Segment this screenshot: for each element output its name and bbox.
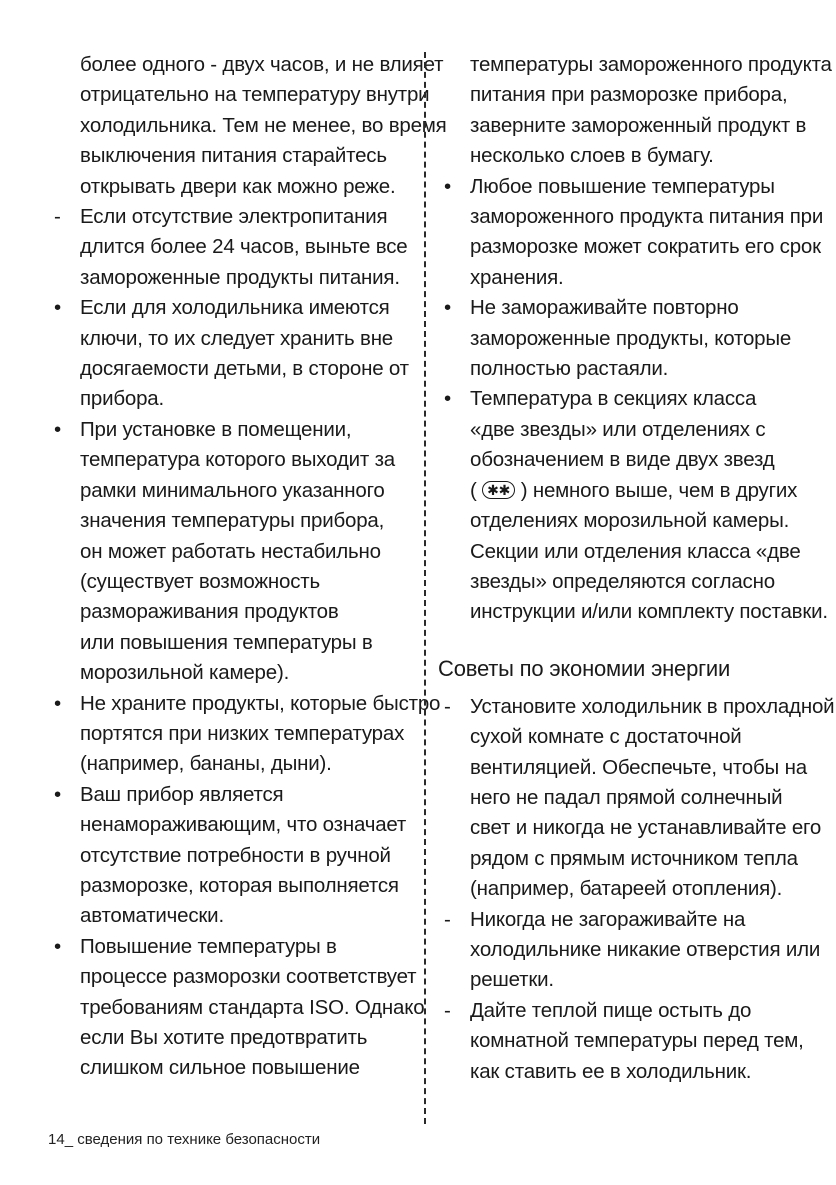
text-line: хранения. bbox=[470, 265, 564, 289]
dash-marker: - bbox=[444, 907, 451, 931]
bullet-marker: • bbox=[444, 387, 451, 411]
after-stars-text: ) немного выше, чем в других bbox=[520, 478, 798, 502]
bullet-marker: • bbox=[54, 296, 61, 320]
bullet-marker: • bbox=[54, 417, 61, 441]
text-line: инструкции и/или комплекту поставки. bbox=[470, 600, 828, 624]
text-line: решетки. bbox=[470, 968, 554, 992]
text-line: Дайте теплой пище остыть до bbox=[470, 998, 752, 1022]
list-item bbox=[438, 905, 821, 996]
list-item bbox=[48, 202, 413, 293]
text-line: Не замораживайте повторно bbox=[470, 296, 739, 320]
text-line: слишком сильное повышение bbox=[80, 1056, 360, 1080]
text-line: звезды» определяются согласно bbox=[470, 569, 775, 593]
text-line: отделениях морозильной камеры. bbox=[470, 509, 790, 533]
text-line: Повышение температуры в bbox=[80, 934, 337, 958]
dash-marker: - bbox=[54, 205, 61, 229]
text-line: более одного - двух часов, и не влияет bbox=[80, 53, 444, 76]
text-line: отсутствие потребности в ручной bbox=[80, 843, 391, 867]
right-continuation-paragraph bbox=[438, 50, 832, 172]
left-intro-paragraph bbox=[48, 50, 447, 202]
page-number: 14 bbox=[48, 1131, 65, 1148]
list-item bbox=[438, 293, 798, 384]
text-line: открывать двери как можно реже. bbox=[80, 174, 396, 198]
text-line: автоматически. bbox=[80, 904, 224, 928]
text-line: вентиляцией. Обеспечьте, чтобы на bbox=[470, 755, 807, 779]
text-line: размораживания продуктов bbox=[80, 600, 339, 624]
list-item bbox=[438, 996, 804, 1087]
text-line: несколько слоев в бумагу. bbox=[470, 144, 714, 168]
text-line: портятся при низких температурах bbox=[80, 721, 405, 745]
text-line: (существует возможность bbox=[80, 569, 320, 593]
text-line: холодильнике никакие отверстия или bbox=[470, 937, 821, 961]
text-line: ненамораживающим, что означает bbox=[80, 813, 407, 837]
dash-marker: - bbox=[444, 694, 451, 718]
bullet-marker: • bbox=[444, 296, 451, 320]
text-line: Секции или отделения класса «две bbox=[470, 539, 801, 563]
text-line: если Вы хотите предотвратить bbox=[80, 1026, 368, 1049]
page-footer bbox=[48, 1131, 320, 1148]
text-line: (например, бананы, дыни). bbox=[80, 752, 332, 776]
text-line: полностью растаяли. bbox=[470, 357, 669, 381]
text-line: замороженного продукта питания при bbox=[470, 205, 824, 229]
text-line: рамки минимального указанного bbox=[80, 478, 385, 502]
paren-open: ( bbox=[470, 478, 477, 502]
footer-separator: _ bbox=[64, 1131, 78, 1148]
text-line: ключи, то их следует хранить вне bbox=[80, 326, 394, 350]
text-line: значения температуры прибора, bbox=[80, 509, 385, 533]
left-column bbox=[48, 50, 447, 1084]
text-line: комнатной температуры перед тем, bbox=[470, 1029, 804, 1053]
text-line: сухой комнате с достаточной bbox=[470, 725, 742, 749]
list-item bbox=[438, 172, 824, 294]
two-star-icon: ✱✱ bbox=[482, 481, 515, 499]
text-line: При установке в помещении, bbox=[80, 417, 352, 441]
bullet-marker: • bbox=[54, 782, 61, 806]
bullet-marker: • bbox=[54, 934, 61, 958]
text-line: отрицательно на температуру внутри bbox=[80, 83, 430, 107]
bullet-marker: • bbox=[444, 174, 451, 198]
text-line: морозильной камере). bbox=[80, 661, 290, 685]
text-line: разморозке может сократить его срок bbox=[470, 235, 821, 259]
text-line: прибора. bbox=[80, 387, 164, 411]
list-item bbox=[438, 692, 835, 905]
text-line: обозначением в виде двух звезд bbox=[470, 448, 775, 472]
right-column bbox=[438, 50, 835, 1087]
text-line: рядом с прямым источником тепла bbox=[470, 846, 798, 870]
text-line: Температура в секциях класса bbox=[470, 387, 757, 411]
text-line: свет и никогда не устанавливайте его bbox=[470, 816, 822, 840]
text-line: требованиям стандарта ISO. Однако bbox=[80, 995, 425, 1019]
text-line: температура которого выходит за bbox=[80, 448, 395, 472]
text-line: Не храните продукты, которые быстро bbox=[80, 691, 441, 715]
text-line: замороженные продукты, которые bbox=[470, 326, 792, 350]
text-line: Любое повышение температуры bbox=[470, 174, 775, 198]
text-line: Ваш прибор является bbox=[80, 782, 284, 806]
text-line: «две звезды» или отделениях с bbox=[470, 417, 766, 441]
text-line: или повышения температуры в bbox=[80, 630, 373, 654]
list-item bbox=[48, 780, 413, 932]
text-line: заверните замороженный продукт в bbox=[470, 113, 807, 137]
text-line: длится более 24 часов, выньте все bbox=[80, 235, 408, 259]
text-line: Если для холодильника имеются bbox=[80, 296, 390, 320]
list-item bbox=[48, 415, 413, 689]
text-line: процессе разморозки соответствует bbox=[80, 965, 417, 989]
text-line: замороженные продукты питания. bbox=[80, 265, 400, 289]
text-line bbox=[470, 476, 798, 506]
list-item bbox=[48, 932, 425, 1084]
text-line: Если отсутствие электропитания bbox=[80, 205, 388, 229]
text-line: выключения питания старайтесь bbox=[80, 144, 387, 168]
text-line: Никогда не загораживайте на bbox=[470, 907, 746, 931]
text-line: (например, батареей отопления). bbox=[470, 877, 783, 901]
text-line: Установите холодильник в прохладной bbox=[470, 694, 835, 718]
text-line: температуры замороженного продукта bbox=[470, 53, 832, 76]
section-title: сведения по технике безопасности bbox=[77, 1131, 321, 1148]
text-line: него не падал прямой солнечный bbox=[470, 785, 783, 809]
bullet-marker: • bbox=[54, 691, 61, 715]
list-item bbox=[48, 689, 441, 780]
list-item bbox=[48, 293, 413, 415]
text-line: холодильника. Тем не менее, во время bbox=[80, 113, 447, 137]
text-line: как ставить ее в холодильник. bbox=[470, 1059, 752, 1083]
dash-marker: - bbox=[444, 998, 451, 1022]
text-line: досягаемости детьми, в стороне от bbox=[80, 357, 409, 381]
section-heading: Советы по экономии энергии bbox=[438, 655, 731, 681]
text-line: он может работать нестабильно bbox=[80, 539, 381, 563]
list-item-two-star bbox=[438, 384, 828, 627]
text-line: питания при разморозке прибора, bbox=[470, 83, 788, 107]
text-line: разморозке, которая выполняется bbox=[80, 873, 399, 897]
column-divider bbox=[424, 52, 426, 1124]
